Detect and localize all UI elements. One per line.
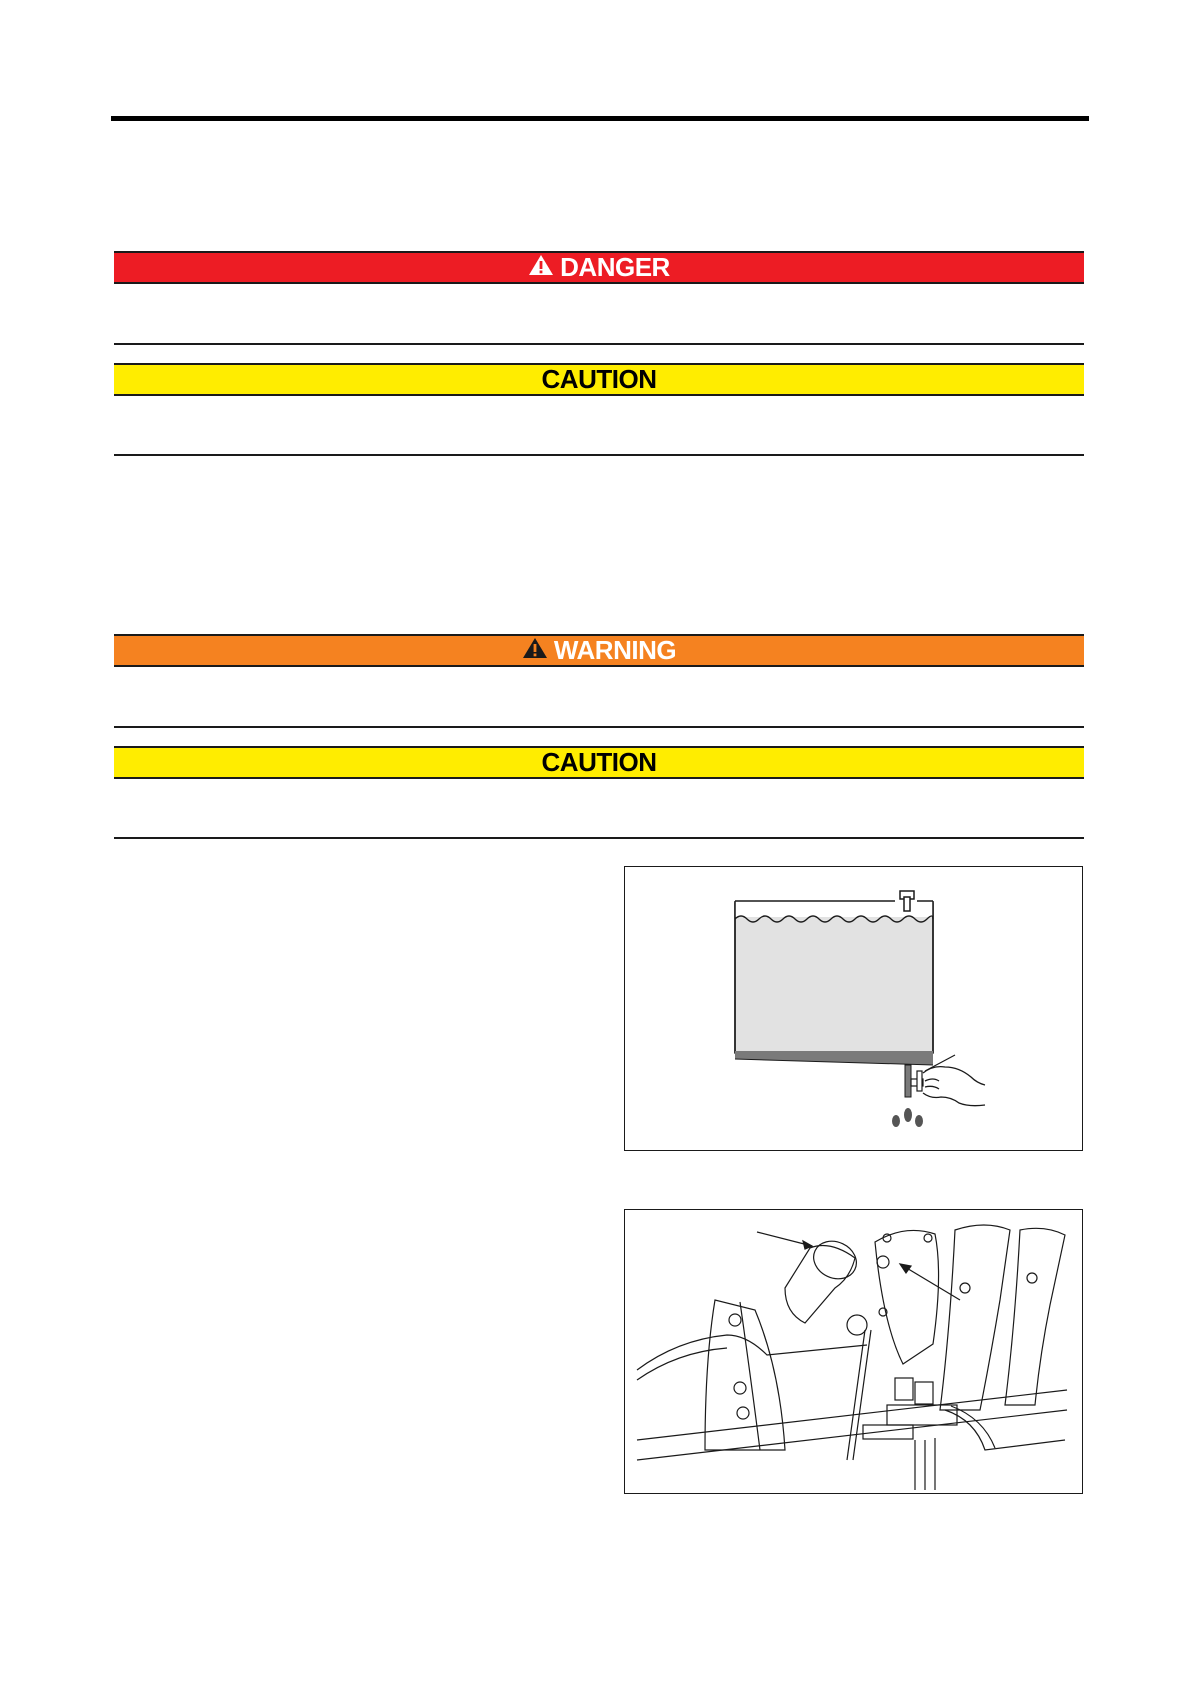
caution-banner [114, 363, 1084, 396]
caution-section-rule [114, 454, 1084, 456]
warning-triangle-icon [522, 635, 548, 666]
caution-banner [114, 746, 1084, 779]
warning-triangle-icon [528, 252, 554, 283]
danger-banner [114, 251, 1084, 284]
warning-section-rule [114, 726, 1084, 728]
warning-label: WARNING [553, 635, 677, 665]
tank-drain-figure [624, 866, 1083, 1151]
caution-section-rule [114, 837, 1084, 839]
warning-banner [114, 634, 1084, 667]
header-rule [111, 116, 1089, 121]
danger-label: DANGER [560, 252, 670, 282]
caution-label: CAUTION [541, 747, 657, 777]
engine-filler-figure [624, 1209, 1083, 1494]
caution-label: CAUTION [541, 364, 657, 394]
danger-section-rule [114, 343, 1084, 345]
